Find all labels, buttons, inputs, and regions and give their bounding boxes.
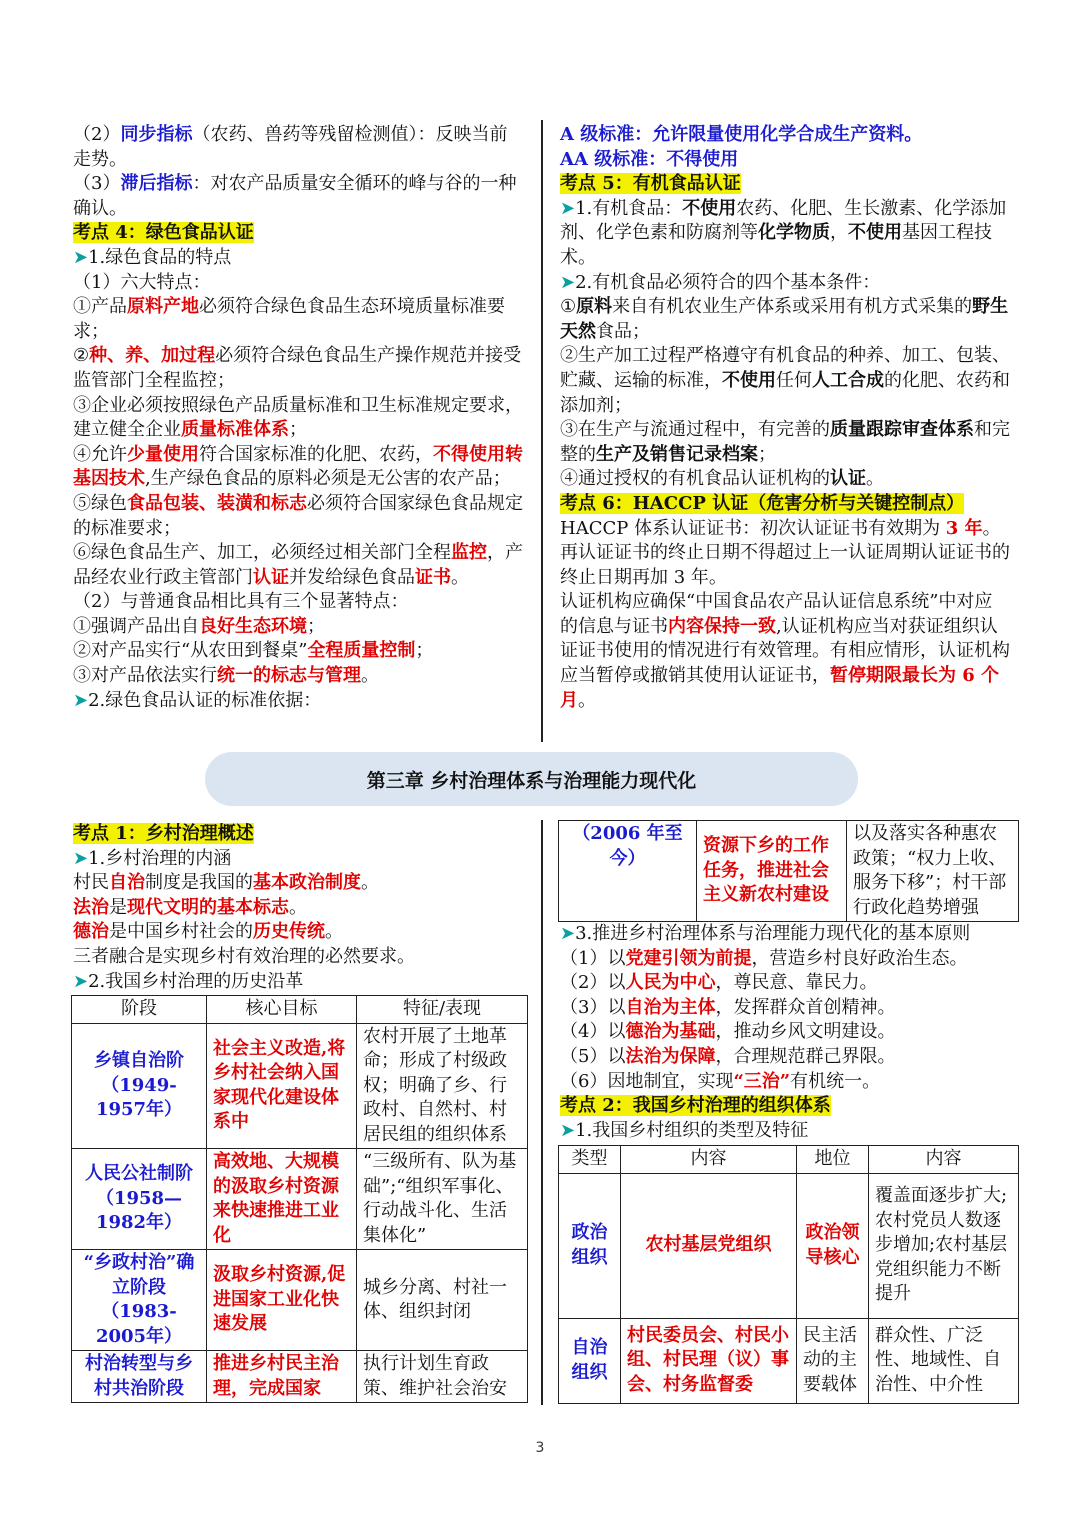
- kp2-heading: 考点 2：我国乡村治理的组织体系: [560, 1095, 831, 1117]
- kp4-heading: 考点 4：绿色食品认证: [73, 222, 254, 244]
- feature-cell: 城乡分离、村社一体、组织封闭: [357, 1250, 528, 1351]
- status-cell: 政治领导核心: [797, 1173, 869, 1318]
- arrow-icon: ➤: [560, 197, 576, 219]
- green-features-heading: ➤1.绿色食品的特点: [73, 246, 232, 268]
- trait-2: ②对产品实行“从农田到餐桌”全程质量控制；: [73, 640, 434, 662]
- six-features: （1）六大特点：: [73, 271, 211, 293]
- arrow-icon: ➤: [73, 970, 89, 992]
- bottom-right-column: [560, 922, 1010, 1143]
- feature-3: ③企业必须按照绿色产品质量标准和卫生标准规定要求，建立健全企业质量标准体系；: [73, 394, 523, 441]
- stage-cell: 乡镇自治阶（1949-1957年）: [72, 1023, 207, 1149]
- governance-meaning-heading: ➤1.乡村治理的内涵: [73, 847, 232, 869]
- aa-standard: AA 级标准：不得使用: [560, 148, 739, 170]
- table-row: [72, 1149, 528, 1250]
- feature-cell: 执行计划生育政策、维护社会治安: [357, 1351, 528, 1403]
- arrow-icon: ➤: [73, 246, 89, 268]
- col-header-content: 内容: [621, 1146, 797, 1174]
- chapter-banner: [205, 752, 858, 806]
- goal-cell: 高效地、大规模的汲取乡村资源来快速推进工业化: [207, 1149, 357, 1250]
- arrow-icon: ➤: [560, 271, 576, 293]
- feature-cell: 群众性、广泛性、地域性、自治性、中介性: [869, 1318, 1019, 1403]
- principle-2: （2）以人民为中心，尊民意、靠民力。: [560, 972, 878, 994]
- org-types-heading: ➤1.我国乡村组织的类型及特征: [560, 1119, 809, 1141]
- arrow-icon: ➤: [560, 1119, 576, 1141]
- feature-cell: 以及落实各种惠农政策；“权力上收、服务下移”；村干部行政化趋势增强: [847, 821, 1019, 922]
- lagging-index-para: （2）同步指标（农药、兽药等残留检测值）：反映当前走势。: [73, 124, 508, 170]
- rule-of-law-line: 法治是现代文明的基本标志。: [73, 896, 307, 918]
- col-header-stage: 阶段: [72, 996, 207, 1024]
- kp1-heading: 考点 1：乡村治理概述: [73, 823, 254, 844]
- status-cell: 民主活动的主要载体: [797, 1318, 869, 1403]
- feature-5: ⑤绿色食品包装、装潢和标志必须符合国家绿色食品规定的标准要求；: [73, 492, 523, 539]
- table-row: [559, 1173, 1019, 1318]
- trait-1: ①强调产品出自良好生态环境；: [73, 615, 325, 637]
- table-row: [72, 1023, 528, 1149]
- feature-2: ②种、养、加过程必须符合绿色食品生产操作规范并接受监管部门全程监控；: [73, 345, 522, 391]
- history-table: [71, 995, 528, 1403]
- table-row: [72, 1351, 528, 1403]
- haccp-validity: HACCP 体系认证证书：初次认证证书有效期为 3 年。再认证证书的终止日期不得超过上一认证周期认证证书的终止日期再加 3 年。: [560, 517, 1010, 588]
- feature-cell: 农村开展了土地革命；形成了村级政权；明确了乡、行政村、自然村、村居民组的组织体系: [357, 1023, 528, 1149]
- three-features: （2）与普通食品相比具有三个显著特点：: [73, 591, 409, 613]
- goal-cell: 汲取乡村资源,促进国家工业化快速发展: [207, 1250, 357, 1351]
- principle-4: （4）以德治为基础，推动乡风文明建设。: [560, 1021, 896, 1043]
- principle-5: （5）以法治为保障，合理规范群己界限。: [560, 1045, 896, 1067]
- condition-2: ②生产加工过程严格遵守有机食品的种养、加工、包装、贮藏、运输的标准，不使用任何人工合成的化肥、农药和添加剂；: [560, 345, 1010, 416]
- col-header-goal: 核心目标: [207, 996, 357, 1024]
- table-header-row: [559, 1146, 1019, 1174]
- page-number: 3: [535, 1440, 545, 1456]
- arrow-icon: ➤: [73, 689, 89, 711]
- column-divider-top: [541, 120, 543, 742]
- lagging-index-para-2: （3）滞后指标：对农产品质量安全循环的峰与谷的一种确认。: [73, 173, 517, 219]
- fusion-line: 三者融合是实现乡村有效治理的必然要求。: [73, 945, 415, 967]
- kp6-heading: 考点 6：HACCP 认证（危害分析与关键控制点）: [560, 492, 965, 514]
- col-header-type: 类型: [559, 1146, 621, 1174]
- column-divider-bottom: [541, 820, 543, 1405]
- content-cell: 农村基层党组织: [621, 1173, 797, 1318]
- col-header-feature: 内容: [869, 1146, 1019, 1174]
- feature-4: ④允许少量使用符合国家标准的化肥、农药，不得使用转基因技术,生产绿色食品的原料必须是无公害的农产品；: [73, 443, 523, 490]
- arrow-icon: ➤: [560, 923, 576, 944]
- type-cell: 自治组织: [559, 1318, 621, 1403]
- feature-cell: “三级所有、队为基础”;“组织军事化、行动战斗化、生活集体化”: [357, 1149, 528, 1250]
- feature-6: ⑥绿色食品生产、加工，必须经过相关部门全程监控，产品经农业行政主管部门认证并发给绿色食品证书。: [73, 542, 523, 588]
- haccp-management: 认证机构应确保“中国食品农产品认证信息系统”中对应的信息与证书内容保持一致,认证机构应当对获证组织认证证书使用的情况进行有效管理。有相应情形，认证机构应当暂停或撤销其使用认证证书，暂停期限最长为 6 个月。: [560, 591, 1010, 711]
- history-heading: ➤2.我国乡村治理的历史沿革: [73, 970, 304, 992]
- content-cell: 村民委员会、村民小组、村民理（议）事会、村务监督委: [621, 1318, 797, 1403]
- col-header-status: 地位: [797, 1146, 869, 1174]
- bottom-left-column: [73, 822, 525, 994]
- condition-4: ④通过授权的有机食品认证机构的认证。: [560, 468, 884, 490]
- principle-3: （3）以自治为主体，发挥群众首创精神。: [560, 996, 896, 1018]
- condition-1: ①原料来自有机农业生产体系或采用有机方式采集的野生天然食品；: [560, 296, 1009, 342]
- stage-cell: “乡政村治”确立阶段（1983-2005年）: [72, 1250, 207, 1351]
- trait-3: ③对产品依法实行统一的标志与管理。: [73, 665, 379, 687]
- history-table-continued: [558, 820, 1019, 922]
- arrow-icon: ➤: [73, 847, 89, 869]
- organization-table: [558, 1145, 1019, 1404]
- self-governance-line: 村民自治制度是我国的基本政治制度。: [73, 872, 379, 894]
- table-header-row: [72, 996, 528, 1024]
- goal-cell: 推进乡村民主治理，完成国家: [207, 1351, 357, 1403]
- organic-definition: ➤1.有机食品：不使用农药、化肥、生长激素、化学添加剂、化学色素和防腐剂等化学物质，不使用基因工程技术。: [560, 197, 1007, 268]
- principle-6: （6）因地制宜，实现“三治”有机统一。: [560, 1070, 881, 1092]
- feature-1: ①产品原料产地必须符合绿色食品生态环境质量标准要求；: [73, 296, 505, 342]
- organic-conditions-heading: ➤2.有机食品必须符合的四个基本条件：: [560, 271, 881, 293]
- kp5-heading: 考点 5：有机食品认证: [560, 173, 741, 195]
- type-cell: 政治组织: [559, 1173, 621, 1318]
- principles-heading: ➤3.推进乡村治理体系与治理能力现代化的基本原则: [560, 923, 971, 944]
- chapter-title: 第三章 乡村治理体系与治理能力现代化: [366, 769, 697, 792]
- table-row: [559, 1318, 1019, 1403]
- goal-cell: 社会主义改造,将乡村社会纳入国家现代化建设体系中: [207, 1023, 357, 1149]
- top-right-column: [560, 123, 1010, 713]
- stage-cell: 村治转型与乡村共治阶段: [72, 1351, 207, 1403]
- goal-cell: 资源下乡的工作任务，推进社会主义新农村建设: [697, 821, 847, 922]
- principle-1: （1）以党建引领为前提，营造乡村良好政治生态。: [560, 947, 968, 969]
- standards-heading: ➤2.绿色食品认证的标准依据：: [73, 689, 322, 711]
- condition-3: ③在生产与流通过程中，有完善的质量跟踪审查体系和完整的生产及销售记录档案；: [560, 419, 1010, 465]
- stage-cell: （2006 年至今）: [559, 821, 697, 922]
- table-row: [559, 821, 1019, 922]
- rule-of-virtue-line: 德治是中国乡村社会的历史传统。: [73, 921, 343, 943]
- table-row: [72, 1250, 528, 1351]
- a-standard: A 级标准：允许限量使用化学合成生产资料。: [560, 124, 923, 145]
- feature-cell: 覆盖面逐步扩大;农村党员人数逐步增加;农村基层党组织能力不断提升: [869, 1173, 1019, 1318]
- stage-cell: 人民公社制阶（1958—1982年）: [72, 1149, 207, 1250]
- top-left-column: [73, 123, 525, 713]
- col-header-feature: 特征/表现: [357, 996, 528, 1024]
